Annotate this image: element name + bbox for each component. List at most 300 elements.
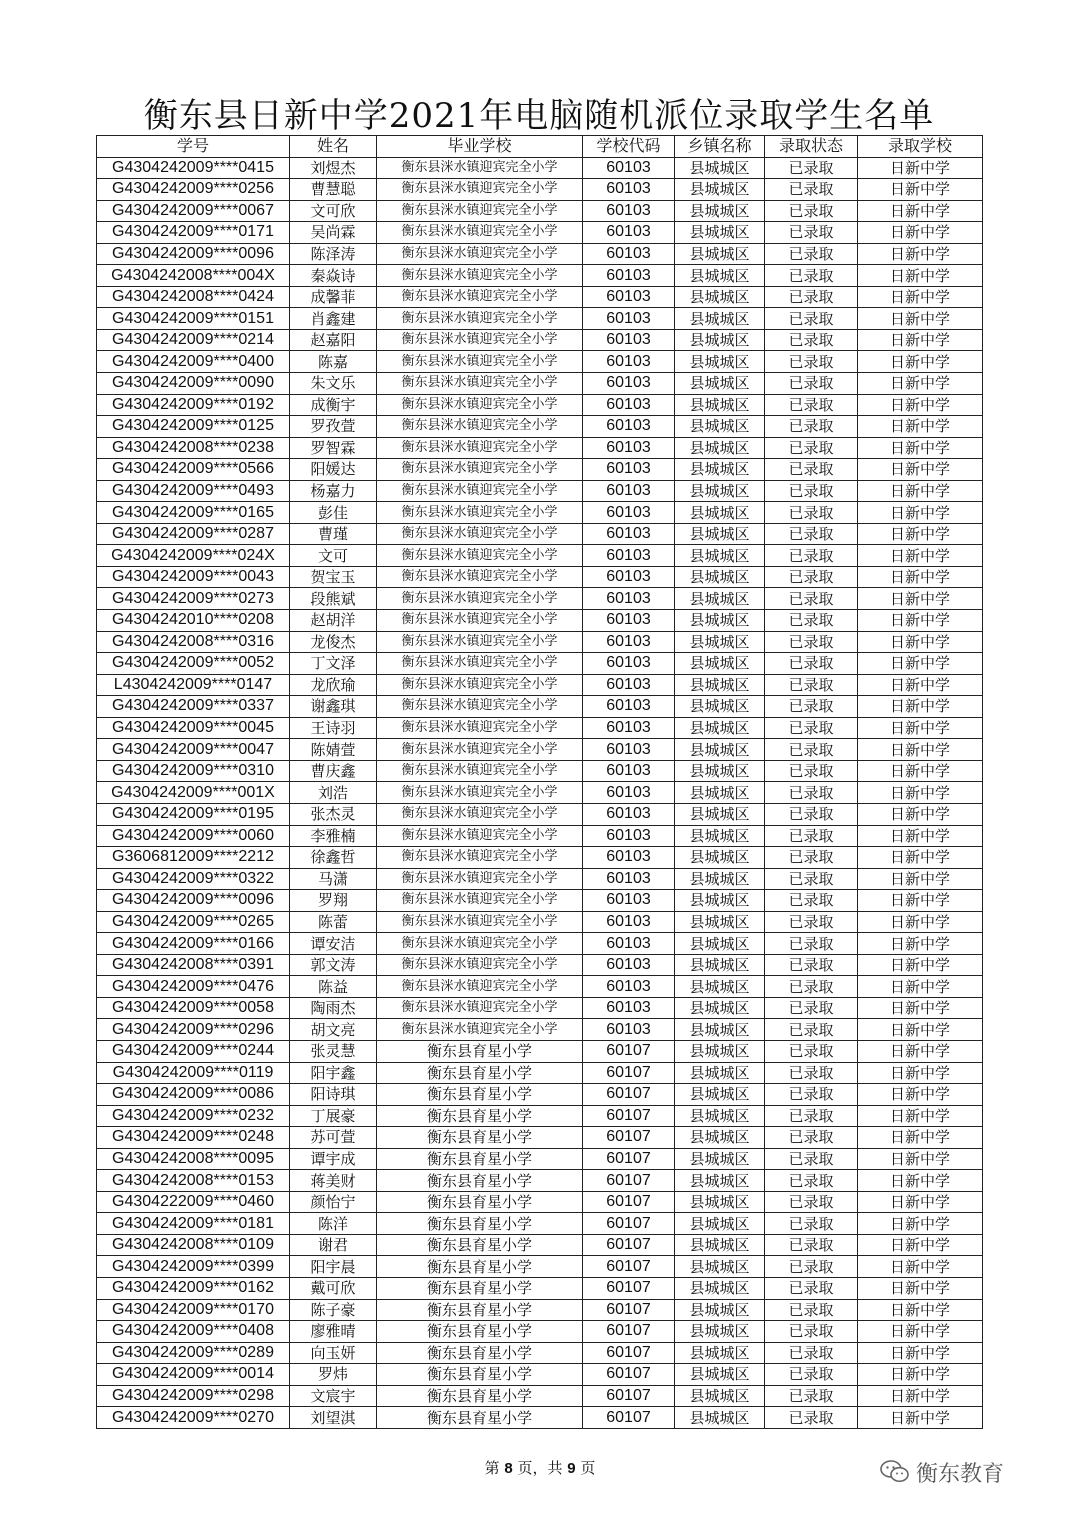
admission-school-cell: 日新中学: [858, 1191, 983, 1213]
school-code-cell: 60107: [583, 1364, 675, 1386]
student-id-cell: G4304242009****0337: [97, 696, 290, 718]
student-name-cell: 郭文涛: [290, 954, 377, 976]
school-code-cell: 60103: [583, 717, 675, 739]
graduate-school-cell: 衡东县洣水镇迎宾完全小学: [377, 976, 583, 998]
graduate-school-cell: 衡东县洣水镇迎宾完全小学: [377, 545, 583, 567]
school-code-cell: 60107: [583, 1234, 675, 1256]
student-name-cell: 刘浩: [290, 782, 377, 804]
column-header: 乡镇名称: [675, 136, 765, 158]
admission-school-cell: 日新中学: [858, 373, 983, 395]
school-code-cell: 60103: [583, 566, 675, 588]
student-id-cell: G4304242009****0566: [97, 459, 290, 481]
student-name-cell: 马潇: [290, 868, 377, 890]
student-name-cell: 陈婧萱: [290, 739, 377, 761]
table-row: [97, 1105, 983, 1127]
student-id-cell: G4304242009****0493: [97, 480, 290, 502]
student-name-cell: 张杰灵: [290, 803, 377, 825]
student-id-cell: G4304242009****0170: [97, 1299, 290, 1321]
graduate-school-cell: 衡东县育星小学: [377, 1105, 583, 1127]
school-code-cell: 60103: [583, 782, 675, 804]
admission-school-cell: 日新中学: [858, 329, 983, 351]
town-name-cell: 县城城区: [675, 954, 765, 976]
student-name-cell: 谭宇成: [290, 1148, 377, 1170]
graduate-school-cell: 衡东县育星小学: [377, 1213, 583, 1235]
admission-school-cell: 日新中学: [858, 653, 983, 675]
admission-status-cell: 已录取: [765, 631, 858, 653]
school-code-cell: 60103: [583, 200, 675, 222]
student-name-cell: 成衡宇: [290, 394, 377, 416]
school-code-cell: 60103: [583, 674, 675, 696]
admission-school-cell: 日新中学: [858, 200, 983, 222]
school-code-cell: 60103: [583, 976, 675, 998]
footer-prefix: 第: [484, 1459, 505, 1477]
student-name-cell: 陈益: [290, 976, 377, 998]
table-row: [97, 437, 983, 459]
school-code-cell: 60103: [583, 394, 675, 416]
school-code-cell: 60103: [583, 803, 675, 825]
town-name-cell: 县城城区: [675, 373, 765, 395]
student-name-cell: 曹瑾: [290, 523, 377, 545]
student-id-cell: G4304242009****0047: [97, 739, 290, 761]
admission-status-cell: 已录取: [765, 308, 858, 330]
graduate-school-cell: 衡东县洣水镇迎宾完全小学: [377, 933, 583, 955]
admission-school-cell: 日新中学: [858, 523, 983, 545]
student-name-cell: 罗智霖: [290, 437, 377, 459]
student-id-cell: G4304242009****0214: [97, 329, 290, 351]
town-name-cell: 县城城区: [675, 1019, 765, 1041]
town-name-cell: 县城城区: [675, 1277, 765, 1299]
town-name-cell: 县城城区: [675, 1407, 765, 1429]
table-row: [97, 1040, 983, 1062]
graduate-school-cell: 衡东县洣水镇迎宾完全小学: [377, 674, 583, 696]
student-name-cell: 曹庆鑫: [290, 760, 377, 782]
admission-status-cell: 已录取: [765, 373, 858, 395]
graduate-school-cell: 衡东县育星小学: [377, 1191, 583, 1213]
footer-middle: 页，共: [512, 1459, 568, 1477]
admission-status-cell: 已录取: [765, 1256, 858, 1278]
student-id-cell: G4304242008****0316: [97, 631, 290, 653]
admission-school-cell: 日新中学: [858, 696, 983, 718]
student-id-cell: G4304242009****0289: [97, 1342, 290, 1364]
town-name-cell: 县城城区: [675, 1364, 765, 1386]
student-id-cell: G4304242009****0171: [97, 222, 290, 244]
school-code-cell: 60103: [583, 933, 675, 955]
table-row: [97, 394, 983, 416]
admission-status-cell: 已录取: [765, 717, 858, 739]
admission-school-cell: 日新中学: [858, 868, 983, 890]
student-id-cell: G4304242009****0248: [97, 1127, 290, 1149]
student-name-cell: 谢君: [290, 1234, 377, 1256]
table-row: [97, 1407, 983, 1429]
town-name-cell: 县城城区: [675, 739, 765, 761]
admission-status-cell: 已录取: [765, 803, 858, 825]
admission-school-cell: 日新中学: [858, 416, 983, 438]
admission-school-cell: 日新中学: [858, 674, 983, 696]
town-name-cell: 县城城区: [675, 976, 765, 998]
admission-school-cell: 日新中学: [858, 286, 983, 308]
admission-school-cell: 日新中学: [858, 1148, 983, 1170]
student-id-cell: G4304242009****001X: [97, 782, 290, 804]
table-row: [97, 696, 983, 718]
town-name-cell: 县城城区: [675, 394, 765, 416]
school-code-cell: 60107: [583, 1321, 675, 1343]
school-code-cell: 60103: [583, 1019, 675, 1041]
column-header: 学号: [97, 136, 290, 158]
town-name-cell: 县城城区: [675, 351, 765, 373]
graduate-school-cell: 衡东县洣水镇迎宾完全小学: [377, 286, 583, 308]
admission-status-cell: 已录取: [765, 1105, 858, 1127]
graduate-school-cell: 衡东县育星小学: [377, 1084, 583, 1106]
school-code-cell: 60107: [583, 1148, 675, 1170]
graduate-school-cell: 衡东县洣水镇迎宾完全小学: [377, 760, 583, 782]
admission-status-cell: 已录取: [765, 1191, 858, 1213]
admission-school-cell: 日新中学: [858, 933, 983, 955]
admission-status-cell: 已录取: [765, 157, 858, 179]
town-name-cell: 县城城区: [675, 717, 765, 739]
header-row: [97, 136, 983, 158]
graduate-school-cell: 衡东县育星小学: [377, 1127, 583, 1149]
town-name-cell: 县城城区: [675, 502, 765, 524]
table-row: [97, 1084, 983, 1106]
town-name-cell: 县城城区: [675, 631, 765, 653]
admission-school-cell: 日新中学: [858, 610, 983, 632]
admission-school-cell: 日新中学: [858, 890, 983, 912]
town-name-cell: 县城城区: [675, 1256, 765, 1278]
student-name-cell: 彭佳: [290, 502, 377, 524]
town-name-cell: 县城城区: [675, 243, 765, 265]
student-name-cell: 罗孜萱: [290, 416, 377, 438]
admission-school-cell: 日新中学: [858, 1299, 983, 1321]
school-code-cell: 60103: [583, 373, 675, 395]
table-row: [97, 480, 983, 502]
student-name-cell: 陈蕾: [290, 911, 377, 933]
graduate-school-cell: 衡东县洣水镇迎宾完全小学: [377, 696, 583, 718]
table-row: [97, 1234, 983, 1256]
admission-status-cell: 已录取: [765, 545, 858, 567]
table-row: [97, 954, 983, 976]
student-name-cell: 罗炜: [290, 1364, 377, 1386]
student-id-cell: G4304242009****0151: [97, 308, 290, 330]
town-name-cell: 县城城区: [675, 610, 765, 632]
town-name-cell: 县城城区: [675, 760, 765, 782]
town-name-cell: 县城城区: [675, 1213, 765, 1235]
student-name-cell: 胡文亮: [290, 1019, 377, 1041]
graduate-school-cell: 衡东县洣水镇迎宾完全小学: [377, 394, 583, 416]
graduate-school-cell: 衡东县洣水镇迎宾完全小学: [377, 200, 583, 222]
graduate-school-cell: 衡东县洣水镇迎宾完全小学: [377, 739, 583, 761]
student-id-cell: G4304242009****0400: [97, 351, 290, 373]
graduate-school-cell: 衡东县育星小学: [377, 1407, 583, 1429]
admission-school-cell: 日新中学: [858, 739, 983, 761]
student-id-cell: G4304242008****004X: [97, 265, 290, 287]
student-name-cell: 颜怡宁: [290, 1191, 377, 1213]
admission-status-cell: 已录取: [765, 1342, 858, 1364]
graduate-school-cell: 衡东县育星小学: [377, 1342, 583, 1364]
table-row: [97, 502, 983, 524]
school-code-cell: 60107: [583, 1342, 675, 1364]
student-id-cell: G4304242009****0415: [97, 157, 290, 179]
watermark-text: 衡东教育: [916, 1461, 1005, 1487]
table-row: [97, 459, 983, 481]
school-code-cell: 60103: [583, 588, 675, 610]
town-name-cell: 县城城区: [675, 308, 765, 330]
wechat-icon: [880, 1459, 910, 1485]
town-name-cell: 县城城区: [675, 459, 765, 481]
table-row: [97, 890, 983, 912]
footer-suffix: 页: [575, 1459, 596, 1477]
admission-school-cell: 日新中学: [858, 545, 983, 567]
admission-status-cell: 已录取: [765, 1062, 858, 1084]
admission-status-cell: 已录取: [765, 1321, 858, 1343]
student-name-cell: 阳诗琪: [290, 1084, 377, 1106]
student-id-cell: G4304242009****0322: [97, 868, 290, 890]
town-name-cell: 县城城区: [675, 1170, 765, 1192]
admission-status-cell: 已录取: [765, 416, 858, 438]
town-name-cell: 县城城区: [675, 329, 765, 351]
school-code-cell: 60103: [583, 997, 675, 1019]
admission-status-cell: 已录取: [765, 1019, 858, 1041]
student-id-cell: G4304242009****0287: [97, 523, 290, 545]
table-row: [97, 351, 983, 373]
admission-school-cell: 日新中学: [858, 1062, 983, 1084]
school-code-cell: 60107: [583, 1127, 675, 1149]
table-row: [97, 782, 983, 804]
table-row: [97, 868, 983, 890]
graduate-school-cell: 衡东县育星小学: [377, 1062, 583, 1084]
graduate-school-cell: 衡东县洣水镇迎宾完全小学: [377, 179, 583, 201]
table-row: [97, 1019, 983, 1041]
town-name-cell: 县城城区: [675, 1084, 765, 1106]
school-code-cell: 60103: [583, 437, 675, 459]
admission-status-cell: 已录取: [765, 588, 858, 610]
student-id-cell: G4304242009****0270: [97, 1407, 290, 1429]
town-name-cell: 县城城区: [675, 588, 765, 610]
student-name-cell: 丁文泽: [290, 653, 377, 675]
graduate-school-cell: 衡东县洣水镇迎宾完全小学: [377, 373, 583, 395]
town-name-cell: 县城城区: [675, 696, 765, 718]
admission-school-cell: 日新中学: [858, 179, 983, 201]
admission-status-cell: 已录取: [765, 1299, 858, 1321]
school-code-cell: 60103: [583, 480, 675, 502]
town-name-cell: 县城城区: [675, 200, 765, 222]
admission-school-cell: 日新中学: [858, 394, 983, 416]
graduate-school-cell: 衡东县洣水镇迎宾完全小学: [377, 782, 583, 804]
student-name-cell: 刘煜杰: [290, 157, 377, 179]
student-id-cell: G4304242008****0238: [97, 437, 290, 459]
admission-status-cell: 已录取: [765, 1127, 858, 1149]
table-row: [97, 416, 983, 438]
student-name-cell: 贺宝玉: [290, 566, 377, 588]
graduate-school-cell: 衡东县洣水镇迎宾完全小学: [377, 308, 583, 330]
town-name-cell: 县城城区: [675, 1299, 765, 1321]
school-code-cell: 60103: [583, 760, 675, 782]
table-body: [97, 157, 983, 1428]
school-code-cell: 60103: [583, 739, 675, 761]
school-code-cell: 60107: [583, 1084, 675, 1106]
student-name-cell: 谭安洁: [290, 933, 377, 955]
student-name-cell: 龙俊杰: [290, 631, 377, 653]
town-name-cell: 县城城区: [675, 1234, 765, 1256]
admission-school-cell: 日新中学: [858, 351, 983, 373]
student-id-cell: G4304242009****0244: [97, 1040, 290, 1062]
town-name-cell: 县城城区: [675, 437, 765, 459]
admission-status-cell: 已录取: [765, 1364, 858, 1386]
student-id-cell: G4304242009****0181: [97, 1213, 290, 1235]
town-name-cell: 县城城区: [675, 1342, 765, 1364]
column-header: 毕业学校: [377, 136, 583, 158]
town-name-cell: 县城城区: [675, 566, 765, 588]
admission-status-cell: 已录取: [765, 997, 858, 1019]
student-id-cell: G4304222009****0460: [97, 1191, 290, 1213]
admission-status-cell: 已录取: [765, 566, 858, 588]
school-code-cell: 60103: [583, 545, 675, 567]
school-code-cell: 60103: [583, 329, 675, 351]
admission-status-cell: 已录取: [765, 502, 858, 524]
school-code-cell: 60103: [583, 459, 675, 481]
school-code-cell: 60103: [583, 653, 675, 675]
table-row: [97, 1148, 983, 1170]
town-name-cell: 县城城区: [675, 1062, 765, 1084]
table-row: [97, 803, 983, 825]
admission-status-cell: 已录取: [765, 480, 858, 502]
admission-school-cell: 日新中学: [858, 566, 983, 588]
table-row: [97, 1385, 983, 1407]
student-name-cell: 廖雅晴: [290, 1321, 377, 1343]
student-name-cell: 蒋美财: [290, 1170, 377, 1192]
admission-status-cell: 已录取: [765, 1084, 858, 1106]
table-row: [97, 1062, 983, 1084]
page-title: 衡东县日新中学2021年电脑随机派位录取学生名单: [143, 96, 935, 136]
table-row: [97, 200, 983, 222]
watermark: [880, 1452, 1004, 1492]
student-id-cell: G4304242009****0086: [97, 1084, 290, 1106]
table-row: [97, 1364, 983, 1386]
table-row: [97, 1299, 983, 1321]
graduate-school-cell: 衡东县洣水镇迎宾完全小学: [377, 588, 583, 610]
student-name-cell: 徐鑫哲: [290, 847, 377, 869]
table-row: [97, 631, 983, 653]
admission-status-cell: 已录取: [765, 674, 858, 696]
student-name-cell: 苏可萱: [290, 1127, 377, 1149]
graduate-school-cell: 衡东县洣水镇迎宾完全小学: [377, 717, 583, 739]
table-row: [97, 286, 983, 308]
admission-school-cell: 日新中学: [858, 976, 983, 998]
graduate-school-cell: 衡东县洣水镇迎宾完全小学: [377, 523, 583, 545]
admission-status-cell: 已录取: [765, 243, 858, 265]
town-name-cell: 县城城区: [675, 674, 765, 696]
column-header: 姓名: [290, 136, 377, 158]
school-code-cell: 60103: [583, 286, 675, 308]
current-page-number: 8: [504, 1460, 513, 1477]
school-code-cell: 60103: [583, 825, 675, 847]
admission-school-cell: 日新中学: [858, 437, 983, 459]
admission-school-cell: 日新中学: [858, 308, 983, 330]
admission-status-cell: 已录取: [765, 1407, 858, 1429]
admission-school-cell: 日新中学: [858, 825, 983, 847]
graduate-school-cell: 衡东县育星小学: [377, 1321, 583, 1343]
student-name-cell: 李雅楠: [290, 825, 377, 847]
student-name-cell: 张灵慧: [290, 1040, 377, 1062]
student-name-cell: 阳媛达: [290, 459, 377, 481]
admission-status-cell: 已录取: [765, 222, 858, 244]
student-id-cell: G4304242009****0232: [97, 1105, 290, 1127]
student-name-cell: 段熊斌: [290, 588, 377, 610]
school-code-cell: 60103: [583, 868, 675, 890]
school-code-cell: 60107: [583, 1062, 675, 1084]
admission-status-cell: 已录取: [765, 1148, 858, 1170]
school-code-cell: 60107: [583, 1191, 675, 1213]
student-name-cell: 刘望淇: [290, 1407, 377, 1429]
admission-status-cell: 已录取: [765, 1234, 858, 1256]
graduate-school-cell: 衡东县洣水镇迎宾完全小学: [377, 954, 583, 976]
school-code-cell: 60107: [583, 1277, 675, 1299]
student-name-cell: 文可: [290, 545, 377, 567]
admission-status-cell: 已录取: [765, 265, 858, 287]
student-name-cell: 陶雨杰: [290, 997, 377, 1019]
student-id-cell: G4304242009****0096: [97, 243, 290, 265]
student-name-cell: 赵嘉阳: [290, 329, 377, 351]
admission-school-cell: 日新中学: [858, 954, 983, 976]
admission-school-cell: 日新中学: [858, 1256, 983, 1278]
table-row: [97, 1277, 983, 1299]
admission-school-cell: 日新中学: [858, 1342, 983, 1364]
school-code-cell: 60103: [583, 954, 675, 976]
town-name-cell: 县城城区: [675, 825, 765, 847]
school-code-cell: 60103: [583, 890, 675, 912]
town-name-cell: 县城城区: [675, 265, 765, 287]
graduate-school-cell: 衡东县育星小学: [377, 1299, 583, 1321]
graduate-school-cell: 衡东县育星小学: [377, 1385, 583, 1407]
table-row: [97, 610, 983, 632]
student-name-cell: 赵胡洋: [290, 610, 377, 632]
graduate-school-cell: 衡东县洣水镇迎宾完全小学: [377, 825, 583, 847]
admission-school-cell: 日新中学: [858, 847, 983, 869]
student-id-cell: G4304242009****0408: [97, 1321, 290, 1343]
admission-school-cell: 日新中学: [858, 222, 983, 244]
admission-status-cell: 已录取: [765, 782, 858, 804]
admission-school-cell: 日新中学: [858, 760, 983, 782]
table-row: [97, 1127, 983, 1149]
school-code-cell: 60103: [583, 265, 675, 287]
student-name-cell: 曹慧聪: [290, 179, 377, 201]
school-code-cell: 60107: [583, 1105, 675, 1127]
student-name-cell: 阳宇鑫: [290, 1062, 377, 1084]
graduate-school-cell: 衡东县洣水镇迎宾完全小学: [377, 437, 583, 459]
graduate-school-cell: 衡东县育星小学: [377, 1234, 583, 1256]
graduate-school-cell: 衡东县洣水镇迎宾完全小学: [377, 911, 583, 933]
table-row: [97, 179, 983, 201]
column-header: 录取学校: [858, 136, 983, 158]
student-name-cell: 陈洋: [290, 1213, 377, 1235]
admission-school-cell: 日新中学: [858, 1321, 983, 1343]
student-id-cell: G4304242010****0208: [97, 610, 290, 632]
admission-school-cell: 日新中学: [858, 1170, 983, 1192]
student-id-cell: G4304242009****0125: [97, 416, 290, 438]
town-name-cell: 县城城区: [675, 1385, 765, 1407]
admission-school-cell: 日新中学: [858, 588, 983, 610]
student-name-cell: 成馨菲: [290, 286, 377, 308]
student-name-cell: 龙欣瑜: [290, 674, 377, 696]
admission-status-cell: 已录取: [765, 868, 858, 890]
graduate-school-cell: 衡东县洣水镇迎宾完全小学: [377, 480, 583, 502]
school-code-cell: 60103: [583, 911, 675, 933]
graduate-school-cell: 衡东县育星小学: [377, 1256, 583, 1278]
student-id-cell: G4304242009****0090: [97, 373, 290, 395]
admission-status-cell: 已录取: [765, 976, 858, 998]
school-code-cell: 60103: [583, 351, 675, 373]
table-row: [97, 222, 983, 244]
admission-status-cell: 已录取: [765, 825, 858, 847]
